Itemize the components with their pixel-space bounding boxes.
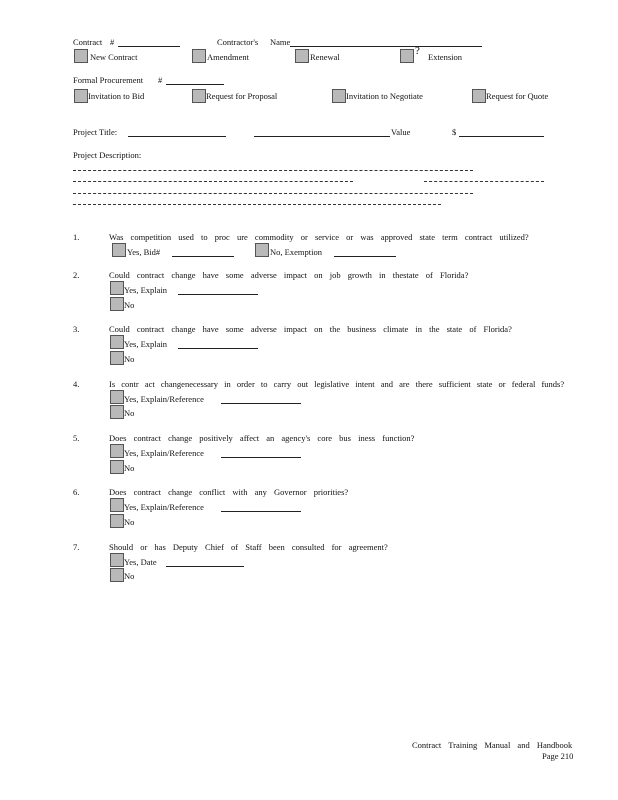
question-text: Could contract change have some adverse impact on job growth in thestate of Florida? (109, 270, 469, 280)
question-number: 2. (73, 270, 80, 280)
q3-no-label: No (124, 354, 135, 364)
q1-no-label: No, Exemption (270, 247, 322, 257)
extension-label: Extension (428, 52, 462, 62)
renewal-checkbox[interactable] (295, 49, 309, 63)
description-line[interactable] (424, 181, 544, 182)
q5-no-label: No (124, 463, 135, 473)
project-title-field-2[interactable] (254, 128, 390, 137)
formal-procurement-label: Formal Procurement (73, 75, 144, 85)
amendment-label: Amendment (207, 52, 250, 62)
q4-no-checkbox[interactable] (110, 405, 124, 419)
description-line[interactable] (73, 170, 473, 171)
request-for-proposal-checkbox[interactable] (192, 89, 206, 103)
question-mark: ? (415, 45, 420, 57)
q2-yes-checkbox[interactable] (110, 281, 124, 295)
invitation-to-bid-label: Invitation to Bid (88, 91, 145, 101)
description-line[interactable] (73, 204, 441, 205)
question-text: Is contr act changenecessary in order to carry out legislative intent and are there sufficient state or federal funds? (109, 379, 565, 389)
page-number: Page 210 (542, 751, 574, 761)
new-contract-label: New Contract (90, 52, 138, 62)
contractors-label: Contractor's (217, 37, 259, 47)
q1-no-checkbox[interactable] (255, 243, 269, 257)
q5-yes-checkbox[interactable] (110, 444, 124, 458)
question-number: 4. (73, 379, 80, 389)
question-number: 1. (73, 232, 80, 242)
q6-explain-field[interactable] (221, 503, 301, 512)
q5-no-checkbox[interactable] (110, 460, 124, 474)
amendment-checkbox[interactable] (192, 49, 206, 63)
question-text: Was competition used to proc ure commodity or service or was approved state term contract utilized? (109, 232, 529, 242)
q4-no-label: No (124, 408, 135, 418)
name-label: Name (270, 37, 291, 47)
question-text: Could contract change have some adverse impact on the business climate in the state of Florida? (109, 324, 512, 334)
contract-number-field[interactable] (118, 38, 180, 47)
project-title-field[interactable] (128, 128, 226, 137)
q3-yes-checkbox[interactable] (110, 335, 124, 349)
q4-explain-field[interactable] (221, 395, 301, 404)
invitation-to-negotiate-label: Invitation to Negotiate (346, 91, 423, 101)
q2-yes-label: Yes, Explain (124, 285, 168, 295)
question-number: 3. (73, 324, 80, 334)
project-title-label: Project Title: (73, 127, 118, 137)
q6-yes-label: Yes, Explain/Reference (124, 502, 204, 512)
request-for-proposal-label: Request for Proposal (206, 91, 278, 101)
contract-hash: # (110, 37, 115, 47)
q2-no-checkbox[interactable] (110, 297, 124, 311)
q7-no-checkbox[interactable] (110, 568, 124, 582)
q2-no-label: No (124, 300, 135, 310)
value-field[interactable] (459, 128, 544, 137)
q5-yes-label: Yes, Explain/Reference (124, 448, 204, 458)
formal-procurement-hash: # (158, 75, 163, 85)
question-number: 7. (73, 542, 80, 552)
q6-no-checkbox[interactable] (110, 514, 124, 528)
question-text: Does contract change conflict with any Governor priorities? (109, 487, 349, 497)
q7-date-field[interactable] (166, 558, 244, 567)
question-number: 6. (73, 487, 80, 497)
request-for-quote-label: Request for Quote (486, 91, 549, 101)
q3-explain-field[interactable] (178, 340, 258, 349)
footer-title: Contract Training Manual and Handbook (412, 740, 573, 750)
q7-yes-checkbox[interactable] (110, 553, 124, 567)
project-description-label: Project Description: (73, 150, 142, 160)
invitation-to-negotiate-checkbox[interactable] (332, 89, 346, 103)
q1-bid-field[interactable] (172, 248, 234, 257)
q1-yes-checkbox[interactable] (112, 243, 126, 257)
contractor-name-field[interactable] (290, 38, 482, 47)
value-label: Value (391, 127, 411, 137)
q4-yes-checkbox[interactable] (110, 390, 124, 404)
question-text: Does contract change positively affect an agency's core bus iness function? (109, 433, 415, 443)
q7-yes-label: Yes, Date (124, 557, 157, 567)
request-for-quote-checkbox[interactable] (472, 89, 486, 103)
q3-yes-label: Yes, Explain (124, 339, 168, 349)
dollar-sign: $ (452, 127, 457, 137)
q4-yes-label: Yes, Explain/Reference (124, 394, 204, 404)
q1-yes-label: Yes, Bid# (127, 247, 161, 257)
question-number: 5. (73, 433, 80, 443)
q2-explain-field[interactable] (178, 286, 258, 295)
q3-no-checkbox[interactable] (110, 351, 124, 365)
renewal-label: Renewal (310, 52, 340, 62)
q6-yes-checkbox[interactable] (110, 498, 124, 512)
q5-explain-field[interactable] (221, 449, 301, 458)
q7-no-label: No (124, 571, 135, 581)
formal-procurement-number-field[interactable] (166, 76, 224, 85)
question-text: Should or has Deputy Chief of Staff been consulted for agreement? (109, 542, 388, 552)
contract-label: Contract (73, 37, 103, 47)
q6-no-label: No (124, 517, 135, 527)
invitation-to-bid-checkbox[interactable] (74, 89, 88, 103)
q1-exemption-field[interactable] (334, 248, 396, 257)
new-contract-checkbox[interactable] (74, 49, 88, 63)
extension-checkbox[interactable] (400, 49, 414, 63)
description-line[interactable] (73, 181, 353, 182)
description-line[interactable] (73, 193, 473, 194)
